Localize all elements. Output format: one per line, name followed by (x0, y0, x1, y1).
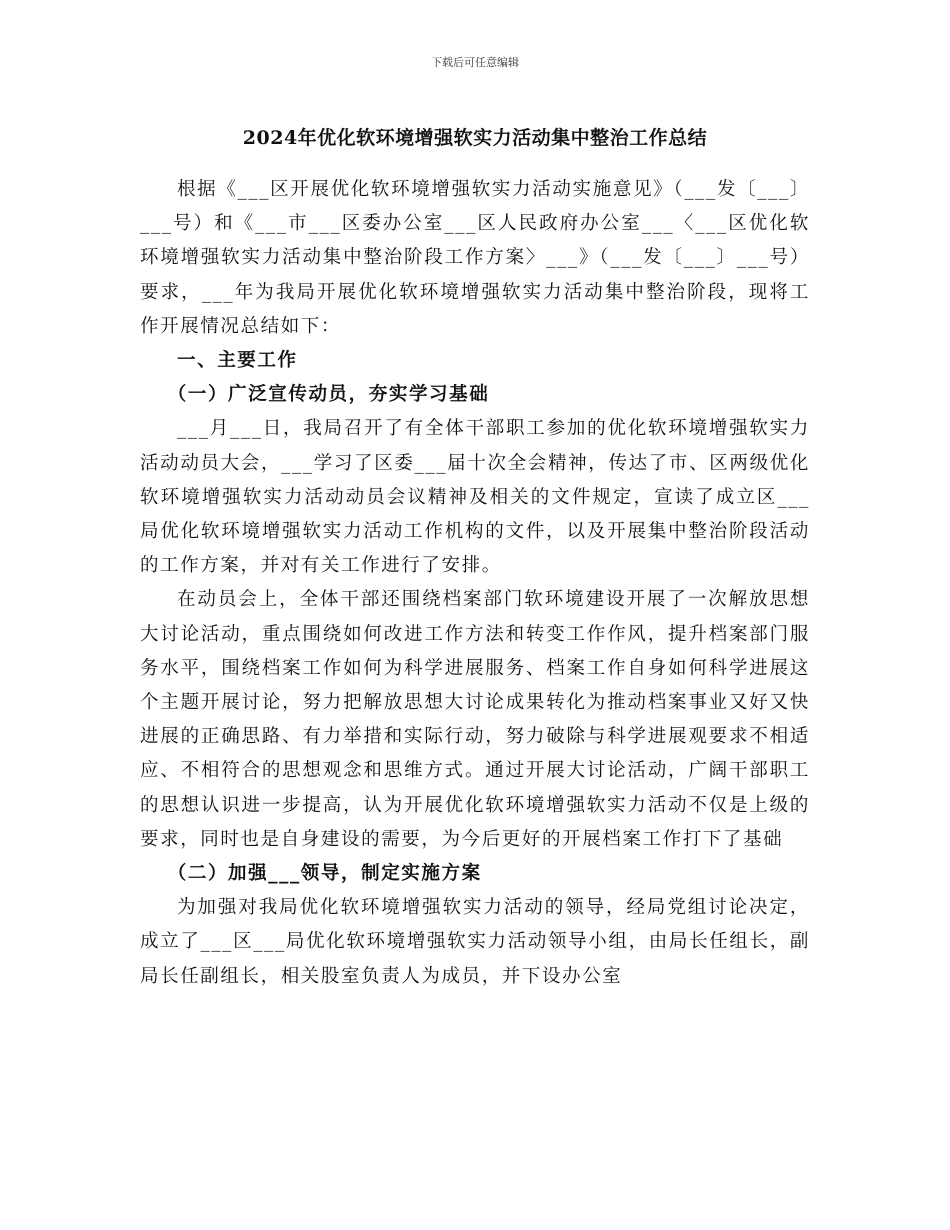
paragraph-leading-group: 为加强对我局优化软环境增强软实力活动的领导，经局党组讨论决定，成立了___区___局优化软环境增强软实力活动领导小组，由局长任组长，副局长任副组长，相关股室负责人为成员，并下设办公室 (140, 897, 810, 987)
page-header-note: 下载后可任意编辑 (431, 56, 519, 69)
paragraph-mobilization-meeting: ___月___日，我局召开了有全体干部职工参加的优化软环境增强软实力活动动员大会，___学习了区委___届十次全会精神，传达了市、区两级优化软环境增强软实力活动动员会议精神及相关的文件规定，宣读了成立区___局优化软环境增强软实力活动工作机构的文件，以及开展集中整治阶段活动的工作方案，并对有关工作进行了安排。 (140, 418, 810, 577)
subsection-heading-publicity: （一）广泛宣传动员，夯实学习基础 (167, 384, 490, 406)
subsection-heading-leadership: （二）加强___领导，制定实施方案 (167, 863, 482, 885)
paragraph-discussion: 在动员会上，全体干部还围绕档案部门软环境建设开展了一次解放思想大讨论活动，重点围绕如何改进工作方法和转变工作作风，提升档案部门服务水平，围绕档案工作如何为科学进展服务、档案工作自身如何科学进展这个主题开展讨论，努力把解放思想大讨论成果转化为推动档案事业又好又快进展的正确思路、有力举措和实际行动，努力破除与科学进展观要求不相适应、不相符合的思想观念和思维方式。通过开展大讨论活动，广阔干部职工的思想认识进一步提高，认为开展优化软环境增强软实力活动不仅是上级的要求，同时也是自身建设的需要，为今后更好的开展档案工作打下了基础 (140, 589, 810, 850)
document-title: 2024年优化软环境增强软实力活动集中整治工作总结 (242, 127, 708, 149)
document-body (140, 173, 810, 994)
section-heading-main-work: 一、主要工作 (177, 350, 298, 372)
intro-paragraph: 根据《___区开展优化软环境增强软实力活动实施意见》（___发〔___〕___号）和《___市___区委办公室___区人民政府办公室___〈___区优化软环境增强软实力活动集中整治阶段工作方案〉___》（___发〔___〕___号）要求，___年为我局开展优化软环境增强软实力活动集中整治阶段，现将工作开展情况总结如下： (140, 179, 810, 337)
